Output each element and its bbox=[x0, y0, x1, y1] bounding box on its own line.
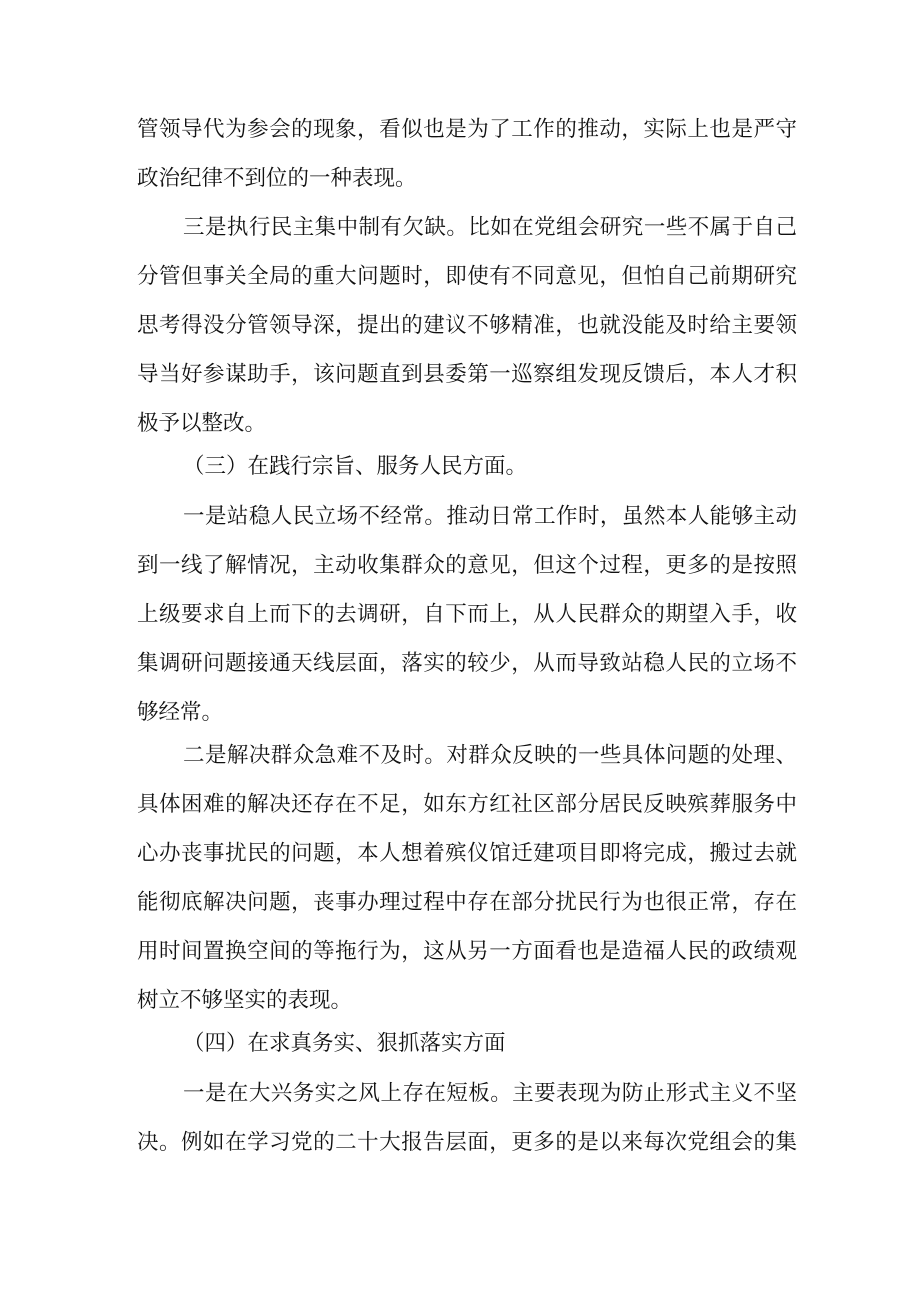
text-line: 导当好参谋助手，该问题直到县委第一巡察组发现反馈后，本人才积 bbox=[137, 362, 797, 387]
text-line: 上级要求自上而下的去调研，自下而上，从人民群众的期望入手，收 bbox=[137, 602, 797, 627]
text-line: 心办丧事扰民的问题，本人想着殡仪馆迁建项目即将完成，搬过去就 bbox=[137, 841, 797, 866]
text-line: 极予以整改。 bbox=[137, 411, 267, 436]
text-line: 分管但事关全局的重大问题时，即使有不同意见，但怕自己前期研究 bbox=[137, 264, 797, 289]
text-line: 决。例如在学习党的二十大报告层面，更多的是以来每次党组会的集 bbox=[137, 1130, 797, 1155]
paragraph-first-line: 一是在大兴务实之风上存在短板。主要表现为防止形式主义不坚 bbox=[183, 1081, 797, 1106]
text-line: 树立不够坚实的表现。 bbox=[137, 988, 353, 1013]
text-line: 思考得没分管领导深，提出的建议不够精准，也就没能及时给主要领 bbox=[137, 313, 797, 338]
paragraph-first-line: 一是站稳人民立场不经常。推动日常工作时，虽然本人能够主动 bbox=[183, 504, 797, 529]
text-line: 能彻底解决问题，丧事办理过程中存在部分扰民行为也很正常，存在 bbox=[137, 890, 797, 915]
paragraph-first-line: 二是解决群众急难不及时。对群众反映的一些具体问题的处理、 bbox=[183, 743, 797, 768]
text-line: 政治纪律不到位的一种表现。 bbox=[137, 166, 417, 191]
text-line: 够经常。 bbox=[137, 700, 224, 725]
text-line: 集调研问题接通天线层面，落实的较少，从而导致站稳人民的立场不 bbox=[137, 651, 797, 676]
section-heading: （三）在践行宗旨、服务人民方面。 bbox=[183, 454, 528, 479]
section-heading: （四）在求真务实、狠抓落实方面 bbox=[183, 1031, 506, 1056]
paragraph-first-line: 三是执行民主集中制有欠缺。比如在党组会研究一些不属于自己 bbox=[183, 215, 797, 240]
text-line: 到一线了解情况，主动收集群众的意见，但这个过程，更多的是按照 bbox=[137, 553, 797, 578]
text-line: 具体困难的解决还存在不足，如东方红社区部分居民反映殡葬服务中 bbox=[137, 792, 797, 817]
text-line: 用时间置换空间的等拖行为，这从另一方面看也是造福人民的政绩观 bbox=[137, 939, 797, 964]
text-line: 管领导代为参会的现象，看似也是为了工作的推动，实际上也是严守 bbox=[137, 117, 797, 142]
